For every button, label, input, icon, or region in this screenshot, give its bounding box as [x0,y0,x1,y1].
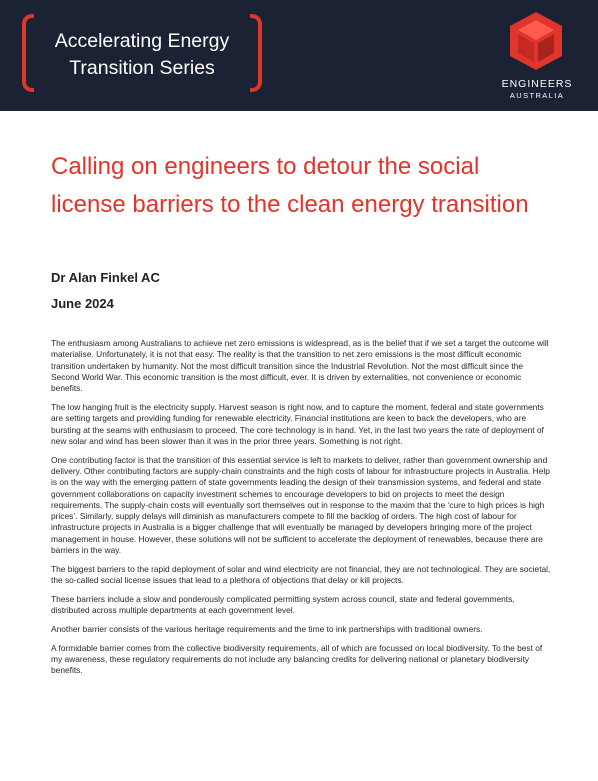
engineers-australia-logo-icon [506,10,566,84]
paragraph: Another barrier consists of the various heritage requirements and the time to ink partnerships with traditional owners. [51,624,483,635]
article-author: Dr Alan Finkel AC [51,270,160,285]
paragraph: The low hanging fruit is the electricity supply. Harvest season is right now, and to capture the moment, federal and state governments are setting targets and providing funding for renewable electricity. Financial institutions are keen to back the developers, who are bursting at the seams with enthusiasm to proceed. The core technology is in hand. Yet, in the last two years the rate of deployment of new solar and wind has been slower than it was in the prior three years. Something is not right. [51,401,544,446]
logo-text-australia: AUSTRALIA [509,91,565,100]
paragraph: One contributing factor is that the transition of this essential service is left to markets to deliver, rather than government ownership and delivery. Other contributing factors are supply-chain constraints and the high costs of labour for infrastructure projects in Australia. Help is on the way with the emerging pattern of state governments leading the design of their transmission systems, and federal and state government collaborations on capacity investment schemes to encourage developers to bid on projects to meet the design requirements. The supply-chain costs will eventually sort themselves out in response to the maxim that the ‘cure to high prices is high prices’. Similarly, supply delays will diminish as manufacturers compete to fill the backlog of orders. The high cost of labour for infrastructure projects in Australia is a bigger challenge that will eventually be managed by developers bringing more of the project management in house. However, these solutions will not be sufficient to accelerate the deployment of renewables, because there are barriers in the way. [51,454,550,556]
left-bracket-decoration [22,14,34,92]
logo-text-engineers: ENGINEERS [501,78,573,90]
right-bracket-decoration [250,14,262,92]
article-body [51,338,551,684]
header-banner [0,0,598,111]
article-date: June 2024 [51,296,114,311]
series-title: Accelerating Energy Transition Series [54,30,230,79]
paragraph: A formidable barrier comes from the collective biodiversity requirements, all of which are focussed on local biodiversity. To the best of my awareness, these regulatory requirements do not include any balancing credits for delivering national or planetary biodiversity benefits. [51,642,543,676]
paragraph: These barriers include a slow and ponderously complicated permitting system across council, state and federal governments, distributed across multiple departments at each government level. [51,593,515,616]
paragraph: The biggest barriers to the rapid deployment of solar and wind electricity are not financial, they are not technological. They are societal, the so-called social license issues that lead to a plethora of objections that delay or kill projects. [51,563,551,586]
article-title: Calling on engineers to detour the social license barriers to the clean energy transition [51,153,529,218]
paragraph: The enthusiasm among Australians to achieve net zero emissions is widespread, as is the belief that if we set a target the outcome will materialise. Unfortunately, it is not that easy. The reality is that the transition to net zero emissions is the most difficult economic transition undertaken by humanity. Not the most difficult transition since the Industrial Revolution. Not the most difficult since the Second World War. This economic transition is the most difficult, ever. It is driven by externalities, not convenience or economic benefits. [51,338,549,394]
